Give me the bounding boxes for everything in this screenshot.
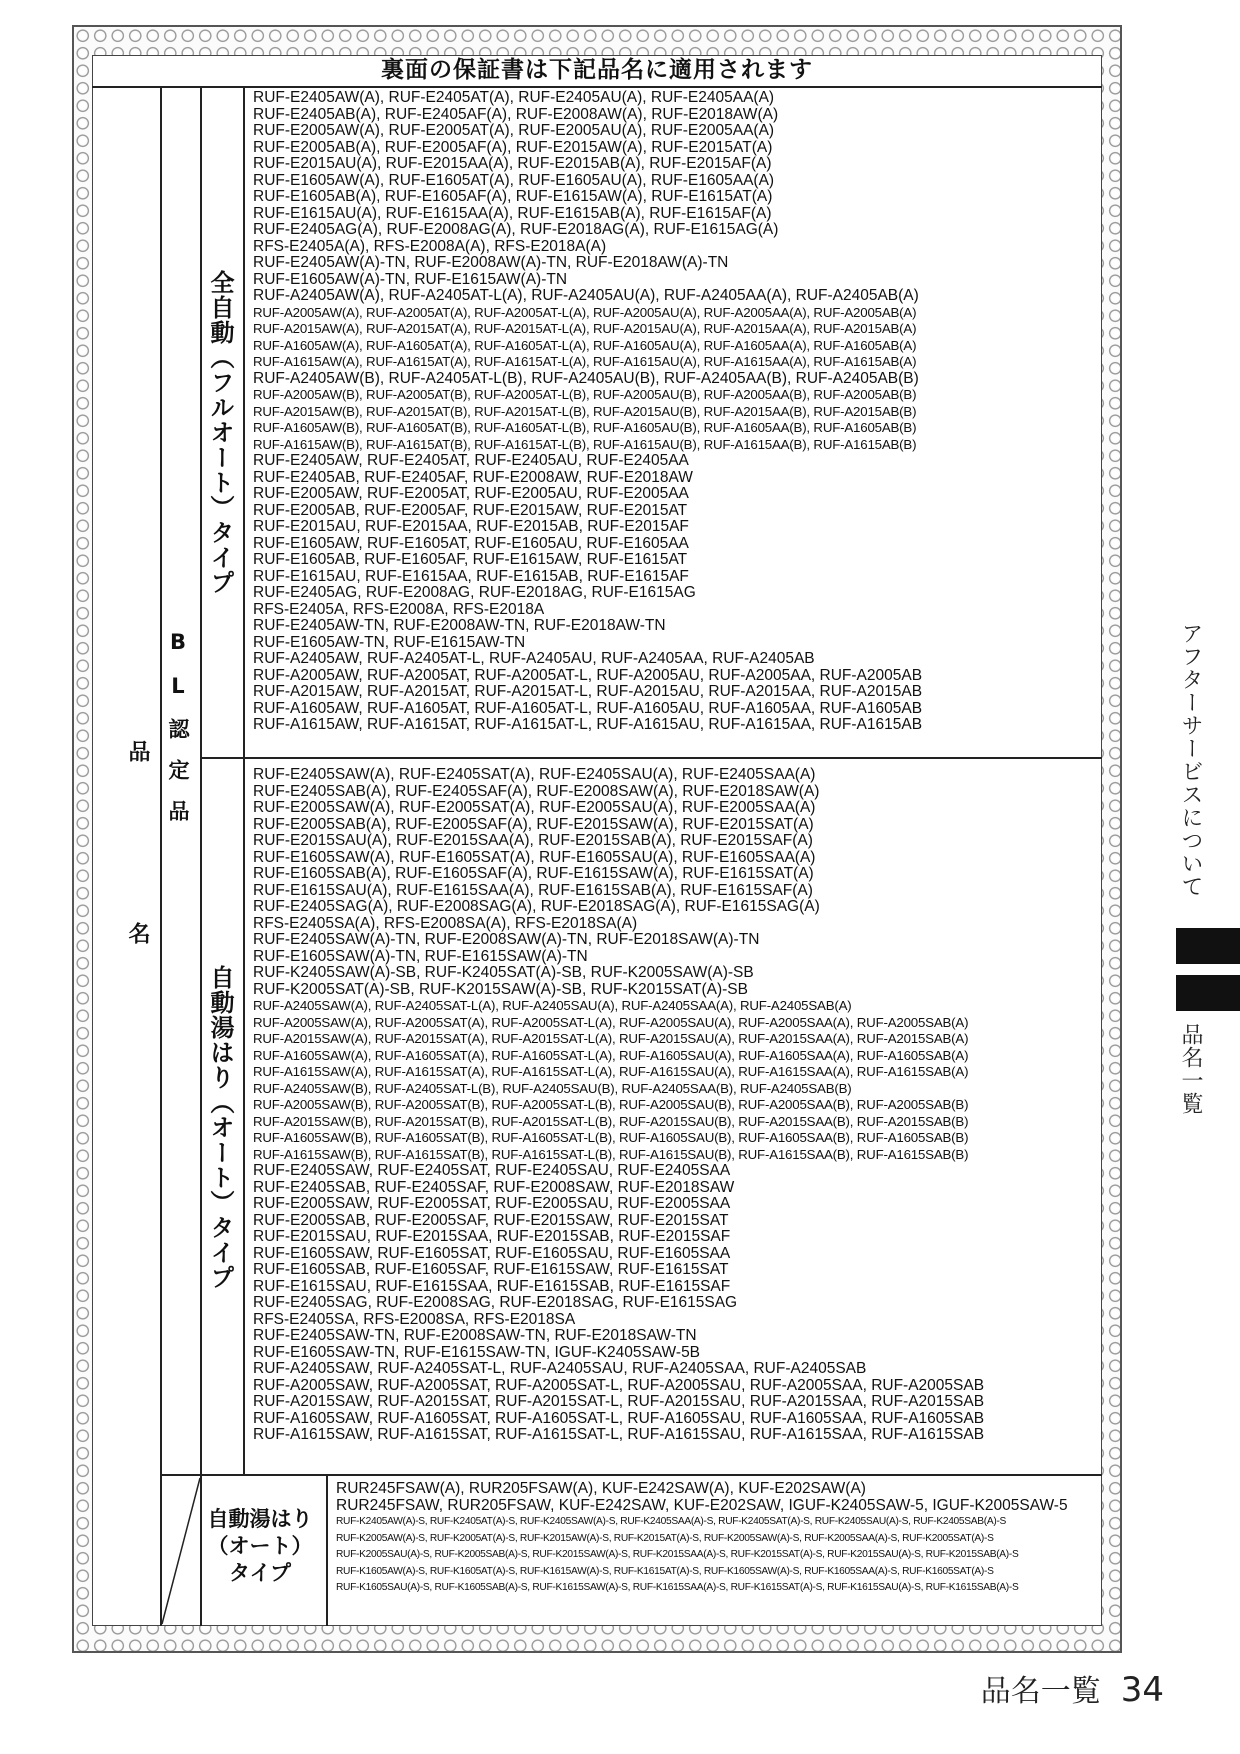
model-line: RUF-E1615SAU(A), RUF-E1615SAA(A), RUF-E1615SAB(A), RUF-E1615SAF(A) [253, 881, 813, 899]
model-line: RUF-E1615SAU, RUF-E1615SAA, RUF-E1615SAB, RUF-E1615SAF [253, 1277, 731, 1295]
model-line: RUF-K2405SAW(A)-SB, RUF-K2405SAT(A)-SB, RUF-K2005SAW(A)-SB [253, 964, 754, 981]
model-line: RUF-A2015AW(B), RUF-A2015AT(B), RUF-A2015AT-L(B), RUF-A2015AU(B), RUF-A2015AA(B), RUF-A2015AB(B) [253, 403, 917, 419]
other-model-list [336, 1481, 1068, 1597]
model-line: RUF-E2405AG(A), RUF-E2008AG(A), RUF-E2018AG(A), RUF-E1615AG(A) [253, 221, 779, 238]
model-line: RUF-E1615AU, RUF-E1615AA, RUF-E1615AB, RUF-E1615AF [253, 567, 689, 585]
model-line: RUF-E2405SAB(A), RUF-E2405SAF(A), RUF-E2008SAW(A), RUF-E2018SAW(A) [253, 782, 820, 800]
model-line: RUF-E2005SAB, RUF-E2005SAF, RUF-E2015SAW, RUF-E2015SAT [253, 1211, 729, 1229]
side-tab-bar-1 [1176, 928, 1240, 964]
model-line: RUF-E1605SAB, RUF-E1605SAF, RUF-E1615SAW, RUF-E1615SAT [253, 1261, 729, 1278]
model-line: RUF-A2005AW(B), RUF-A2005AT(B), RUF-A2005AT-L(B), RUF-A2005AU(B), RUF-A2005AA(B), RUF-A2005AB(B) [253, 387, 917, 402]
model-line: RUF-A2015SAW(A), RUF-A2015SAT(A), RUF-A2015SAT-L(A), RUF-A2015SAU(A), RUF-A2015SAA(A), RUF-A2015SAB(A) [253, 1031, 969, 1046]
model-line: RUF-E2005SAB(A), RUF-E2005SAF(A), RUF-E2015SAW(A), RUF-E2015SAT(A) [253, 815, 814, 833]
model-line: RUF-E1605AW-TN, RUF-E1615AW-TN [253, 633, 526, 651]
model-line: RUF-A2405AW(B), RUF-A2405AT-L(B), RUF-A2405AU(B), RUF-A2405AA(B), RUF-A2405AB(B) [253, 369, 919, 387]
diagonal-slash [161, 1476, 201, 1626]
row-divider-1 [201, 757, 1102, 759]
model-line: RUF-E2405SAW-TN, RUF-E2008SAW-TN, RUF-E2018SAW-TN [253, 1327, 697, 1344]
model-line: RUF-A1615AW, RUF-A1615AT, RUF-A1615AT-L, RUF-A1615AU, RUF-A1615AA, RUF-A1615AB [253, 716, 923, 733]
model-line: RUF-E2405SAG, RUF-E2008SAG, RUF-E2018SAG, RUF-E1615SAG [253, 1294, 738, 1311]
row-divider-2 [161, 1474, 1102, 1476]
auto-type-line-1: 自動湯はり [207, 1507, 313, 1531]
model-line: RUF-E2405AW-TN, RUF-E2008AW-TN, RUF-E2018AW-TN [253, 617, 666, 634]
full-auto-type-label: 全自動（フルオート）タイプ [206, 270, 234, 595]
model-line: RUF-E2405SAB, RUF-E2405SAF, RUF-E2008SAW, RUF-E2018SAW [253, 1178, 735, 1196]
model-line: RUF-A2015AW, RUF-A2015AT, RUF-A2015AT-L, RUF-A2015AU, RUF-A2015AA, RUF-A2015AB [253, 683, 923, 700]
model-line: RUF-K2405AW(A)-S, RUF-K2405AT(A)-S, RUF-K2405SAW(A)-S, RUF-K2405SAA(A)-S, RUF-K2405SAT(A)-S, RUF-K2405SAU(A)-S, RUF-K2405SAB(A)-S [336, 1516, 1007, 1527]
col-divider-1 [160, 87, 162, 1626]
model-line: RUF-E2005AB(A), RUF-E2005AF(A), RUF-E2015AW(A), RUF-E2015AT(A) [253, 138, 773, 156]
model-line: RUF-K1605AW(A)-S, RUF-K1605AT(A)-S, RUF-K1615AW(A)-S, RUF-K1615AT(A)-S, RUF-K1605SAW(A)-S, RUF-K1605SAA(A)-S, RUF-K1605SAT(A)-S [336, 1565, 994, 1577]
model-line: RUR245FSAW, RUR205FSAW, KUF-E242SAW, KUF-E202SAW, IGUF-K2405SAW-5, IGUF-K2005SAW-5 [336, 1496, 1068, 1514]
model-line: RUF-A2015SAW(B), RUF-A2015SAT(B), RUF-A2015SAT-L(B), RUF-A2015SAU(B), RUF-A2015SAA(B), RUF-A2015SAB(B) [253, 1113, 969, 1129]
model-line: RFS-E2405SA, RFS-E2008SA, RFS-E2018SA [253, 1310, 576, 1328]
model-line: RUF-A2005SAW, RUF-A2005SAT, RUF-A2005SAT-L, RUF-A2005SAU, RUF-A2005SAA, RUF-A2005SAB [253, 1376, 985, 1394]
model-line: RUF-E2405AW(A)-TN, RUF-E2008AW(A)-TN, RUF-E2018AW(A)-TN [253, 254, 729, 271]
auto-model-list [253, 767, 984, 1444]
auto-type-label: 自動湯はり（オート）タイプ [206, 965, 234, 1290]
model-line: RUF-A1605AW(A), RUF-A1605AT(A), RUF-A1605AT-L(A), RUF-A1605AU(A), RUF-A1605AA(A), RUF-A1605AB(A) [253, 337, 917, 353]
model-line: RUF-K2005AW(A)-S, RUF-K2005AT(A)-S, RUF-K2015AW(A)-S, RUF-K2015AT(A)-S, RUF-K2005SAW(A)-S, RUF-K2005SAA(A)-S, RUF-K2005SAT(A)-S [336, 1532, 994, 1544]
bl-certified-label: BL認定品 [166, 630, 190, 841]
page-footer [981, 1666, 1164, 1710]
model-line: RUF-E2005AB, RUF-E2005AF, RUF-E2015AW, RUF-E2015AT [253, 501, 688, 519]
model-line: RUF-E1605AW(A), RUF-E1605AT(A), RUF-E1605AU(A), RUF-E1605AA(A) [253, 171, 775, 189]
model-line: RFS-E2405A, RFS-E2008A, RFS-E2018A [253, 600, 545, 618]
model-line: RFS-E2405A(A), RFS-E2008A(A), RFS-E2018A(A) [253, 237, 607, 255]
model-line: RUF-E2005AW, RUF-E2005AT, RUF-E2005AU, RUF-E2005AA [253, 485, 689, 502]
model-line: RUF-E1605AW(A)-TN, RUF-E1615AW(A)-TN [253, 270, 568, 288]
auto-type-label-other [205, 1506, 315, 1587]
model-line: RUF-E2015SAU, RUF-E2015SAA, RUF-E2015SAB, RUF-E2015SAF [253, 1228, 731, 1245]
model-line: RUF-E2015AU(A), RUF-E2015AA(A), RUF-E2015AB(A), RUF-E2015AF(A) [253, 155, 772, 172]
col-divider-2 [200, 87, 202, 1475]
model-line: RUF-E2405AB, RUF-E2405AF, RUF-E2008AW, RUF-E2018AW [253, 468, 693, 486]
model-line: RUF-E2405AW(A), RUF-E2405AT(A), RUF-E2405AU(A), RUF-E2405AA(A) [253, 89, 775, 106]
model-line: RUF-E1605SAW(A)-TN, RUF-E1615SAW(A)-TN [253, 947, 588, 965]
model-line: RUF-A1615SAW(B), RUF-A1615SAT(B), RUF-A1615SAT-L(B), RUF-A1615SAU(B), RUF-A1615SAA(B), RUF-A1615SAB(B) [253, 1146, 969, 1162]
model-line: RUF-E2405SAG(A), RUF-E2008SAG(A), RUF-E2018SAG(A), RUF-E1615SAG(A) [253, 898, 820, 915]
model-line: RUF-A2005SAW(B), RUF-A2005SAT(B), RUF-A2005SAT-L(B), RUF-A2005SAU(B), RUF-A2005SAA(B), RUF-A2005SAB(B) [253, 1097, 969, 1112]
model-line: RUF-E1605AW, RUF-E1605AT, RUF-E1605AU, RUF-E1605AA [253, 534, 689, 552]
side-tab-bar-2 [1176, 975, 1240, 1011]
page-title: 裏面の保証書は下記品名に適用されます [381, 57, 813, 83]
footer-page-label: 品名一覧 [980, 1674, 1101, 1709]
model-line: RUF-A2405SAW(A), RUF-A2405SAT-L(A), RUF-A2405SAU(A), RUF-A2405SAA(A), RUF-A2405SAB(A) [253, 998, 852, 1013]
side-tab-section: アフターサービスについて [1178, 622, 1203, 898]
model-line: RUR245FSAW(A), RUR205FSAW(A), KUF-E242SAW(A), KUF-E202SAW(A) [336, 1480, 866, 1497]
model-line: RUF-E2005SAW(A), RUF-E2005SAT(A), RUF-E2005SAU(A), RUF-E2005SAA(A) [253, 799, 816, 816]
model-line: RUF-A2005SAW(A), RUF-A2005SAT(A), RUF-A2005SAT-L(A), RUF-A2005SAU(A), RUF-A2005SAA(A), RUF-A2005SAB(A) [253, 1014, 969, 1030]
model-line: RUF-E2405AB(A), RUF-E2405AF(A), RUF-E2008AW(A), RUF-E2018AW(A) [253, 105, 779, 123]
model-line: RUF-A2015SAW, RUF-A2015SAT, RUF-A2015SAT-L, RUF-A2015SAU, RUF-A2015SAA, RUF-A2015SAB [253, 1393, 985, 1410]
model-line: RUF-A1605AW(B), RUF-A1605AT(B), RUF-A1605AT-L(B), RUF-A1605AU(B), RUF-A1605AA(B), RUF-A1605AB(B) [253, 420, 917, 435]
model-line: RUF-A1605AW, RUF-A1605AT, RUF-A1605AT-L, RUF-A1605AU, RUF-A1605AA, RUF-A1605AB [253, 699, 923, 717]
auto-type-line-3: タイプ [229, 1561, 291, 1585]
model-line: RFS-E2405SA(A), RFS-E2008SA(A), RFS-E2018SA(A) [253, 914, 638, 932]
model-line: RUF-A1615AW(A), RUF-A1615AT(A), RUF-A1615AT-L(A), RUF-A1615AU(A), RUF-A1615AA(A), RUF-A1615AB(A) [253, 354, 917, 369]
model-line: RUF-E2005SAW, RUF-E2005SAT, RUF-E2005SAU, RUF-E2005SAA [253, 1195, 731, 1212]
hinmei-label: 品名 [125, 740, 150, 1104]
model-line: RUF-A2405AW, RUF-A2405AT-L, RUF-A2405AU, RUF-A2405AA, RUF-A2405AB [253, 650, 815, 667]
model-line: RUF-A2405SAW, RUF-A2405SAT-L, RUF-A2405SAU, RUF-A2405SAA, RUF-A2405SAB [253, 1360, 867, 1377]
model-line: RUF-E2015AU, RUF-E2015AA, RUF-E2015AB, RUF-E2015AF [253, 518, 689, 535]
model-line: RUF-A1605SAW, RUF-A1605SAT, RUF-A1605SAT-L, RUF-A1605SAU, RUF-A1605SAA, RUF-A1605SAB [253, 1409, 985, 1427]
full-auto-model-list [253, 90, 922, 734]
model-line: RUF-A1615SAW, RUF-A1615SAT, RUF-A1615SAT-L, RUF-A1615SAU, RUF-A1615SAA, RUF-A1615SAB [253, 1426, 985, 1443]
model-line: RUF-A1605SAW(A), RUF-A1605SAT(A), RUF-A1605SAT-L(A), RUF-A1605SAU(A), RUF-A1605SAA(A), RUF-A1605SAB(A) [253, 1047, 969, 1063]
col-divider-5 [326, 1475, 328, 1626]
model-line: RUF-E1605SAB(A), RUF-E1605SAF(A), RUF-E1615SAW(A), RUF-E1615SAT(A) [253, 865, 814, 882]
model-line: RUF-A1605SAW(B), RUF-A1605SAT(B), RUF-A1605SAT-L(B), RUF-A1605SAU(B), RUF-A1605SAA(B), RUF-A1605SAB(B) [253, 1130, 969, 1145]
page-number: 34 [1120, 1670, 1164, 1710]
model-line: RUF-A2405SAW(B), RUF-A2405SAT-L(B), RUF-A2405SAU(B), RUF-A2405SAA(B), RUF-A2405SAB(B) [253, 1080, 852, 1096]
model-line: RUF-A2005AW, RUF-A2005AT, RUF-A2005AT-L, RUF-A2005AU, RUF-A2005AA, RUF-A2005AB [253, 666, 923, 684]
model-line: RUF-A1615SAW(A), RUF-A1615SAT(A), RUF-A1615SAT-L(A), RUF-A1615SAU(A), RUF-A1615SAA(A), RUF-A1615SAB(A) [253, 1064, 969, 1079]
model-line: RUF-E1605SAW, RUF-E1605SAT, RUF-E1605SAU, RUF-E1605SAA [253, 1244, 731, 1262]
model-line: RUF-A2015AW(A), RUF-A2015AT(A), RUF-A2015AT-L(A), RUF-A2015AU(A), RUF-A2015AA(A), RUF-A2015AB(A) [253, 321, 917, 336]
model-line: RUF-E2405AW, RUF-E2405AT, RUF-E2405AU, RUF-E2405AA [253, 452, 689, 469]
model-line: RUF-A2005AW(A), RUF-A2005AT(A), RUF-A2005AT-L(A), RUF-A2005AU(A), RUF-A2005AA(A), RUF-A2005AB(A) [253, 304, 917, 320]
model-line: RUF-E1605SAW(A), RUF-E1605SAT(A), RUF-E1605SAU(A), RUF-E1605SAA(A) [253, 848, 816, 866]
auto-type-line-2: （オート） [207, 1534, 313, 1558]
model-line: RUF-E1605AB(A), RUF-E1605AF(A), RUF-E1615AW(A), RUF-E1615AT(A) [253, 188, 773, 205]
side-tab-page: 品名一覧 [1178, 1023, 1203, 1115]
model-line: RUF-A2405AW(A), RUF-A2405AT-L(A), RUF-A2405AU(A), RUF-A2405AA(A), RUF-A2405AB(A) [253, 287, 919, 304]
col-divider-3 [243, 87, 245, 1475]
model-line: RUF-K2005SAT(A)-SB, RUF-K2015SAW(A)-SB, RUF-K2015SAT(A)-SB [253, 980, 748, 998]
model-line: RUF-E2405AG, RUF-E2008AG, RUF-E2018AG, RUF-E1615AG [253, 584, 696, 601]
model-line: RUF-E2405SAW(A)-TN, RUF-E2008SAW(A)-TN, RUF-E2018SAW(A)-TN [253, 931, 760, 948]
model-line: RUF-E2015SAU(A), RUF-E2015SAA(A), RUF-E2015SAB(A), RUF-E2015SAF(A) [253, 832, 813, 849]
model-line: RUF-A1615AW(B), RUF-A1615AT(B), RUF-A1615AT-L(B), RUF-A1615AU(B), RUF-A1615AA(B), RUF-A1615AB(B) [253, 436, 917, 452]
model-line: RUF-E1615AU(A), RUF-E1615AA(A), RUF-E1615AB(A), RUF-E1615AF(A) [253, 204, 772, 222]
model-line: RUF-K2005SAU(A)-S, RUF-K2005SAB(A)-S, RUF-K2015SAW(A)-S, RUF-K2015SAA(A)-S, RUF-K2015SAT(A)-S, RUF-K2015SAU(A)-S, RUF-K2015SAB(A)-S [336, 1549, 1019, 1560]
model-line: RUF-K1605SAU(A)-S, RUF-K1605SAB(A)-S, RUF-K1615SAW(A)-S, RUF-K1615SAA(A)-S, RUF-K1615SAT(A)-S, RUF-K1615SAU(A)-S, RUF-K1615SAB(A)-S [336, 1582, 1019, 1593]
model-line: RUF-E2005AW(A), RUF-E2005AT(A), RUF-E2005AU(A), RUF-E2005AA(A) [253, 122, 775, 139]
model-line: RUF-E1605AB, RUF-E1605AF, RUF-E1615AW, RUF-E1615AT [253, 551, 688, 568]
model-line: RUF-E2405SAW, RUF-E2405SAT, RUF-E2405SAU, RUF-E2405SAA [253, 1162, 731, 1179]
model-line: RUF-E1605SAW-TN, RUF-E1615SAW-TN, IGUF-K2405SAW-5B [253, 1343, 701, 1361]
model-line: RUF-E2405SAW(A), RUF-E2405SAT(A), RUF-E2405SAU(A), RUF-E2405SAA(A) [253, 766, 816, 783]
